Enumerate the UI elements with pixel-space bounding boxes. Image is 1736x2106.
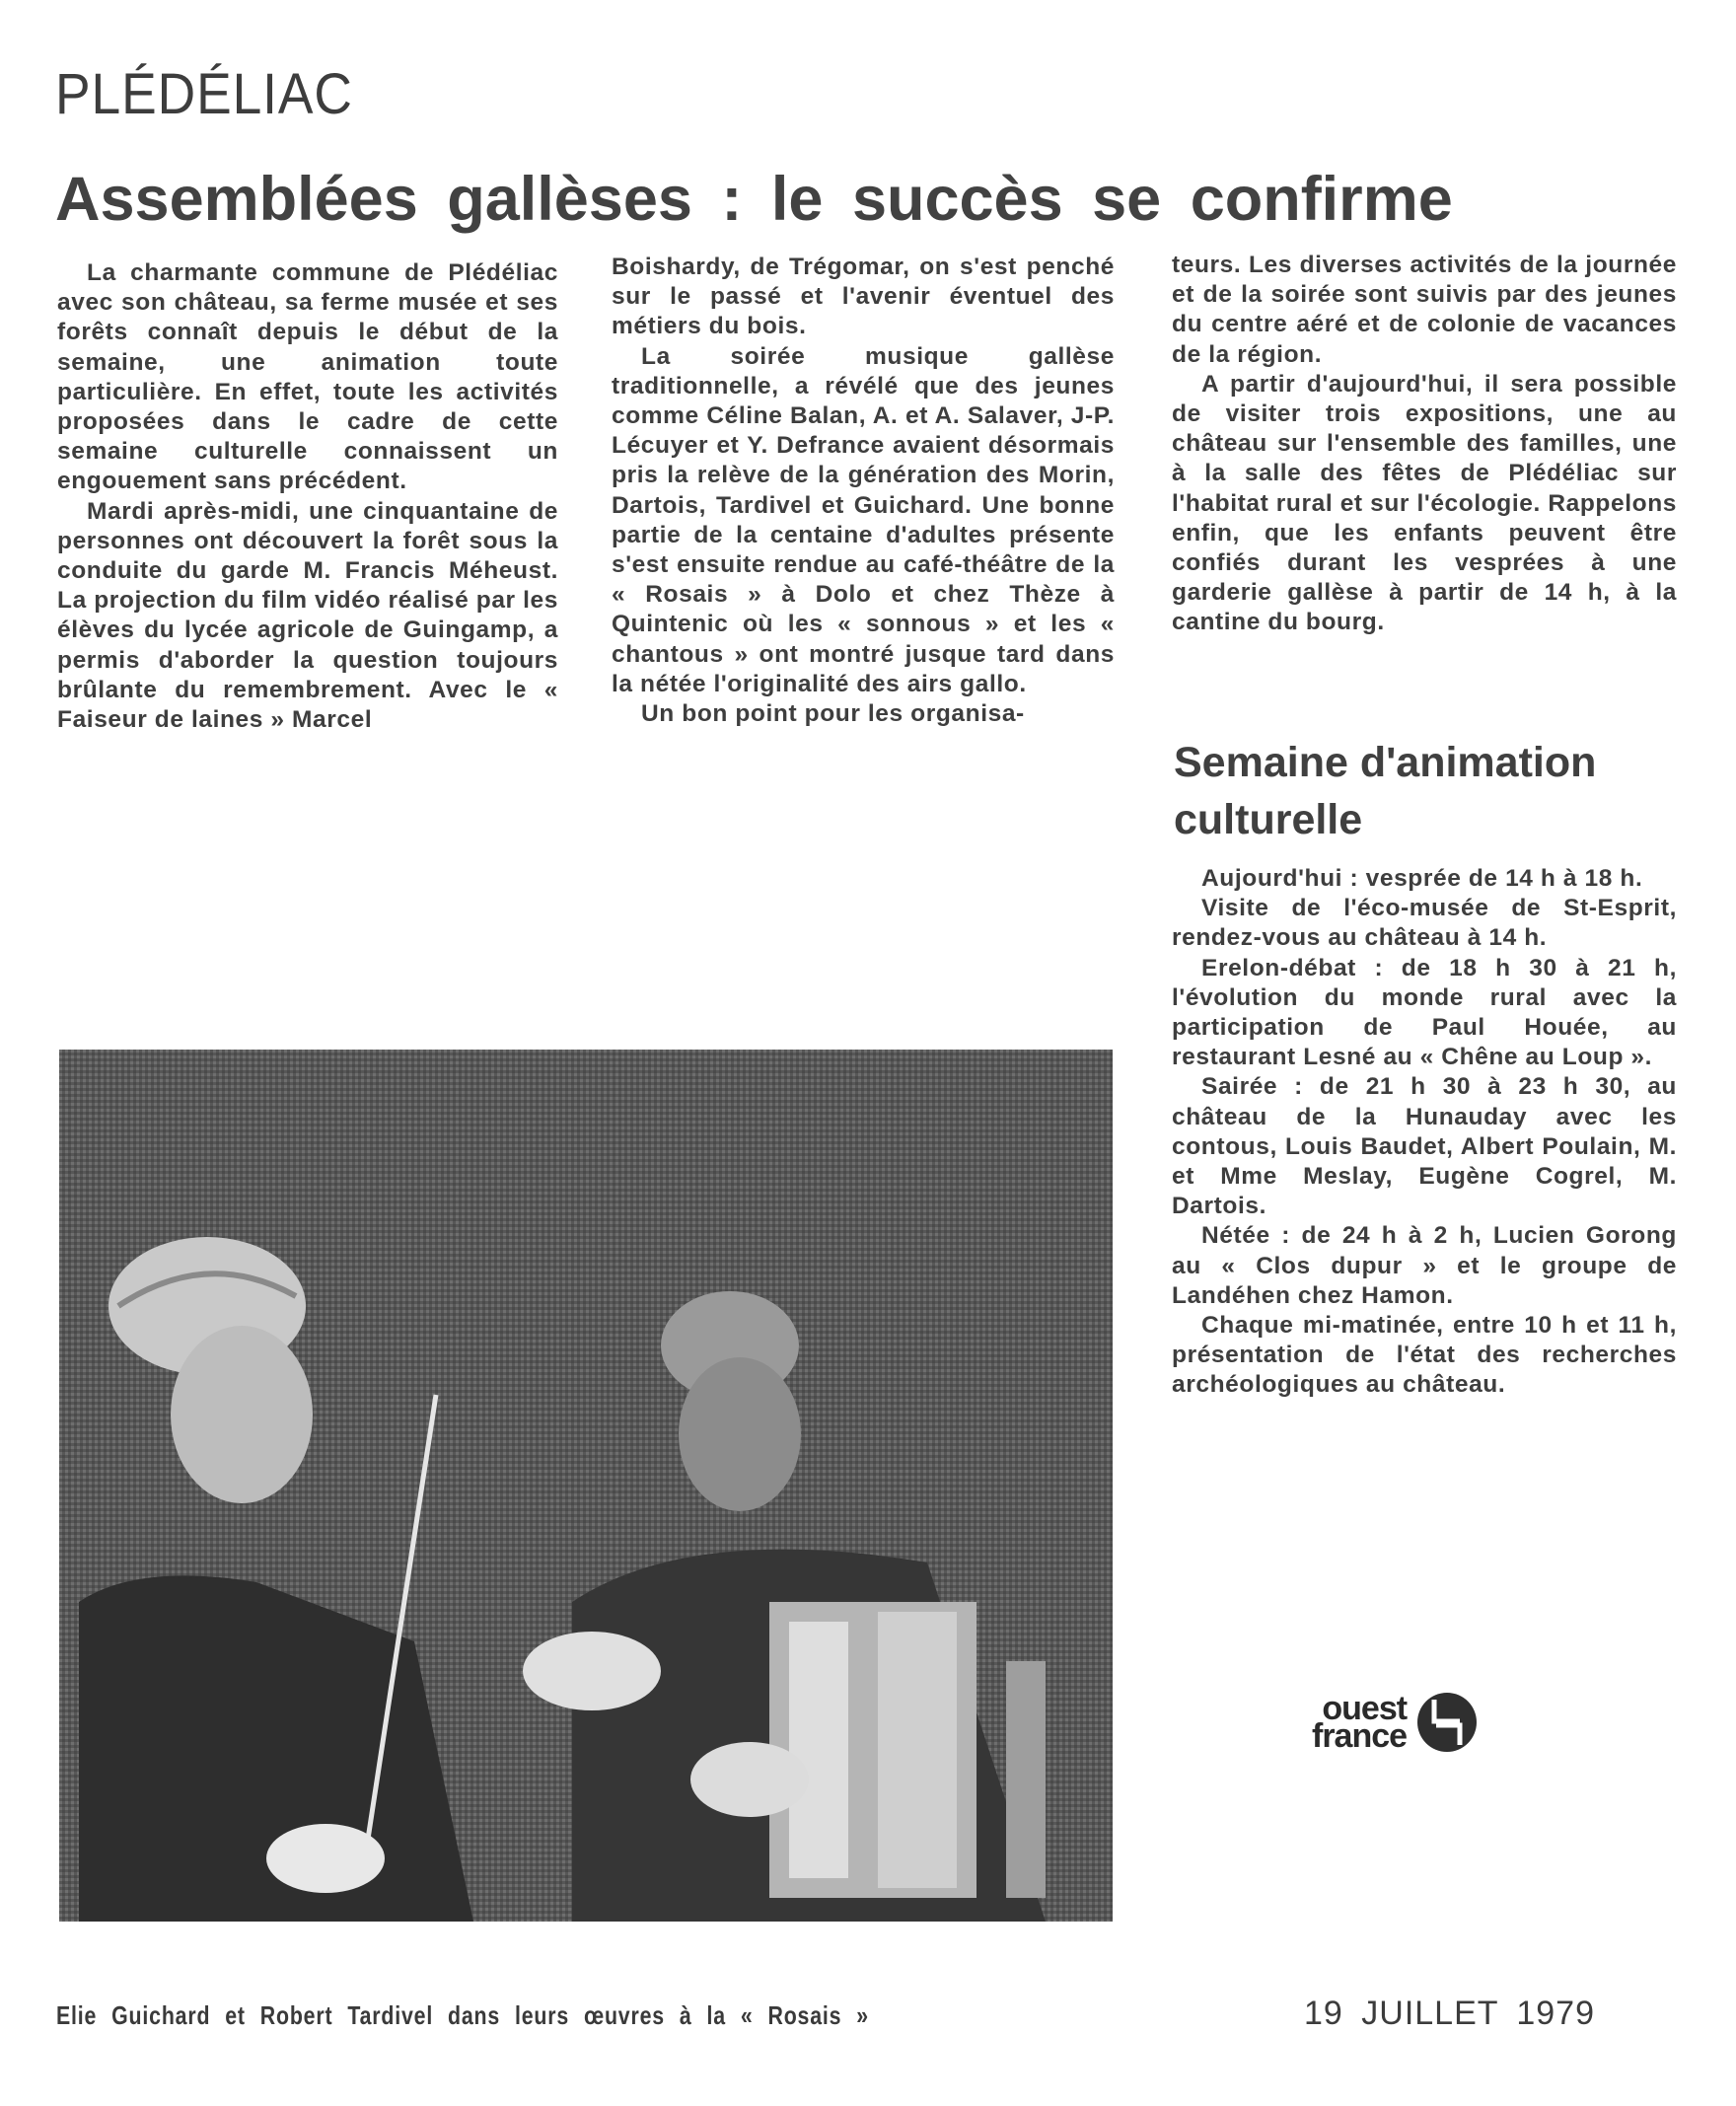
ouest-france-logo <box>1312 1683 1549 1762</box>
sidebar-subhead: Semaine d'animation culturelle <box>1174 739 1597 843</box>
logo-line-2: france <box>1312 1717 1408 1755</box>
ouest-france-emblem-icon <box>1416 1692 1478 1753</box>
musicians-photo <box>59 1050 1113 1922</box>
article-column-1 <box>57 258 558 735</box>
paragraph: La soirée musique gallèse traditionnelle, a révélé que des jeunes comme Céline Balan, A. et A. Salaver, J-P. Lécuyer et Y. Defrance avaient désormais pris la relève de la génération des Morin, Dartois, Tardivel et Guichard. Une bonne partie de la centaine d'adultes présente s'est ensuite rendue au café-théâtre de la « Rosais » à Dolo et chez Thèze à Quintenic où les « sonnous » et les « chantous » ont montré jusque tard dans la nétée l'originalité des airs gallo. <box>612 342 1115 697</box>
schedule-item: Nétée : de 24 h à 2 h, Lucien Gorong au « Clos dupur » et le groupe de Landéhen chez Hamon. <box>1172 1222 1677 1309</box>
photo-caption: Elie Guichard et Robert Tardivel dans leurs œuvres à la « Rosais » <box>56 2000 869 2030</box>
article-headline: Assemblées gallèses : le succès se confirme <box>55 165 1453 234</box>
article-column-2 <box>612 253 1115 729</box>
paragraph: teurs. Les diverses activités de la journée et de la soirée sont suivis par des jeunes du centre aéré et de colonie de vacances de la région. <box>1172 252 1677 368</box>
article-column-3 <box>1172 251 1677 638</box>
schedule-item: Sairée : de 21 h 30 à 23 h 30, au château de la Hunauday avec les contous, Louis Baudet, Albert Poulain, M. et Mme Meslay, Eugène Cogrel, M. Dartois. <box>1172 1073 1677 1220</box>
sidebar-schedule <box>1172 864 1677 1401</box>
paragraph: Boishardy, de Trégomar, on s'est penché sur le passé et l'avenir éventuel des métiers du bois. <box>612 254 1115 340</box>
publication-date: 19 JUILLET 1979 <box>1304 1995 1595 2032</box>
photo-illustration <box>59 1050 1113 1922</box>
schedule-item: Visite de l'éco-musée de St-Esprit, rendez-vous au château à 14 h. <box>1172 895 1677 952</box>
paragraph: A partir d'aujourd'hui, il sera possible de visiter trois expositions, une au château sur l'ensemble des familles, une à la salle des fêtes de Plédéliac sur l'habitat rural et sur l'écologie. Rappelons enfin, que les enfants peuvent être confiés durant les vesprées à une garderie gallèse à partir de 14 h, à la cantine du bourg. <box>1172 370 1677 636</box>
paragraph: Un bon point pour les organisa- <box>641 700 1025 728</box>
logo-line-1: ouest <box>1322 1690 1408 1727</box>
paragraph: Mardi après-midi, une cinquantaine de personnes ont découvert la forêt sous la conduite du garde M. Francis Méheust. La projection du film vidéo réalisé par les élèves du lycée agricole de Guingamp, a permis d'aborder la question toujours brûlante du remembrement. Avec le « Faiseur de laines » Marcel <box>57 497 558 734</box>
schedule-item: Erelon-débat : de 18 h 30 à 21 h, l'évolution du monde rural avec la participation de Paul Houée, au restaurant Lesné au « Chêne au Loup ». <box>1172 954 1677 1071</box>
schedule-item: Chaque mi-matinée, entre 10 h et 11 h, présentation de l'état des recherches archéologiques au château. <box>1172 1312 1677 1399</box>
schedule-item: Aujourd'hui : vesprée de 14 h à 18 h. <box>1201 865 1643 892</box>
kicker-location: PLÉDÉLIAC <box>55 62 353 126</box>
paragraph: La charmante commune de Plédéliac avec son château, sa ferme musée et ses forêts connaît depuis le début de la semaine, une animation toute particulière. En effet, toute les activités proposées dans le cadre de cette semaine culturelle connaissent un engouement sans précédent. <box>57 259 558 495</box>
logo-wordmark <box>1312 1690 1408 1755</box>
